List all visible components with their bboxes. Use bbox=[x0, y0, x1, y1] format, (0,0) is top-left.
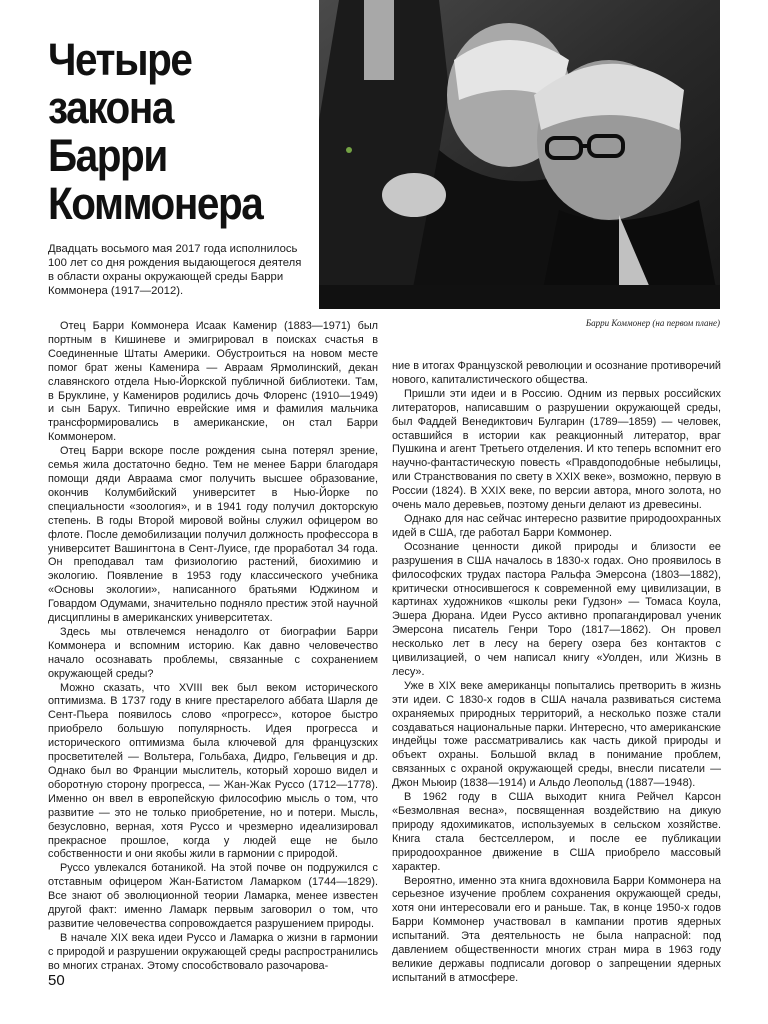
article-title bbox=[48, 36, 291, 228]
title-line: Коммонера bbox=[48, 178, 263, 229]
paragraph: Отец Барри вскоре после рождения сына потерял зрение, семья жила достаточно бедно. Тем не менее Барри благодаря помощи дяди Авраама смог получить высшее образование, окончив Колумбийский университет в Нью-Йорке по специальности «зоология», и в 1941 году получил докторскую степень. В годы Второй мировой войны служил офицером во флоте. После демобилизации получил должность профессора в университет Вашингтона в Сент-Луисе, где проработал 34 года. Он преподавал там физиологию растений, биохимию и экологию. Появление в 1953 году классического учебника «Основы экологии», написанного братьями Юджином и Говардом Одумами, значительно подняло престиж этой научной дисциплины в американских университетах. bbox=[48, 445, 378, 625]
paragraph: Пришли эти идеи и в Россию. Одним из первых российских литераторов, написавшим о разрушении окружающей среды, был Фаддей Венедиктович Булгарин (1789—1859) — человек, оставшийся в истории как реакционный литератор, враг Пушкина и агент Третьего отделения. И кто теперь вспомнит его научно-фантастическую повесть «Правдоподобные небылицы, или Странствования по свету в XXIX веке», возможно, первую в России (1824). В XXIX веке, по версии автора, много золота, но очень мало деревьев, поэтому деньги делают из древесины. bbox=[392, 387, 721, 512]
paragraph: ние в итогах Французской революции и осознание противоречий нового, капиталистического общества. bbox=[392, 360, 721, 386]
paragraph: Отец Барри Коммонера Исаак Каменир (1883—1971) был портным в Кишиневе и эмигрировал в поисках счастья в Соединенные Штаты Америки. Обустроиться на новом месте помог брат жены Каменира — Авраам Ярмолинский, декан славянского отдела Нью-Йоркской публичной библиотеки. Там, в Бруклине, у Камениров родились дочь Флоренс (1910—1949) и сын Барух. Типично еврейские имя и фамилия мальчика трансформировались в американские, он стал Барри Коммонером. bbox=[48, 320, 378, 444]
title-line: Барри bbox=[48, 130, 167, 181]
left-column bbox=[48, 320, 378, 974]
article-photo bbox=[319, 0, 720, 309]
title-line: закона bbox=[48, 82, 173, 133]
paragraph: Осознание ценности дикой природы и близости ее разрушения в США началось в 1830-х годах. Оно проявилось в философских трудах пастора Ральфа Эмерсона (1803—1882), критически относившегося к современной ему цивилизации, в картинах художников «школы реки Гудзон» — Томаса Коула, Эшера Дюрана. Идеи Руссо активно пропагандировал ученик Эмерсона писатель Генри Торо (1817—1862). Он провел несколько лет в лесу на берегу озера без контактов с цивилизацией, о чем написал книгу «Уолден, или Жизнь в лесу». bbox=[392, 540, 721, 678]
page-number: 50 bbox=[48, 972, 65, 989]
photo-caption: Барри Коммонер (на первом плане) bbox=[585, 318, 720, 328]
paragraph: Можно сказать, что XVIII век был веком исторического оптимизма. В 1737 году в книге престарелого аббата Шарля де Сент-Пьера появилось слово «прогресс», которое быстро приобрело большую популярность. Идея прогресса и исторического оптимизма была ключевой для французских просветителей — Вольтера, Гольбаха, Дидро, Гельвеция и др. Однако был во Франции мыслитель, который хорошо видел и оборотную сторону прогресса, — Жан-Жак Руссо (1712—1778). Именно он ввел в европейскую философию мысль о том, что развитие — это не только приобретение, но и потери. Мысль, безусловно, верная, хотя Руссо и чрезмерно идеализировал прекрасное прошлое, когда у людей еще не было собственности и они якобы жили в гармонии с природой. bbox=[48, 681, 378, 861]
paragraph: Здесь мы отвлечемся ненадолго от биографии Барри Коммонера и вспомним историю. Как давно человечество начало осознавать проблемы, связанные с сохранением окружающей среды? bbox=[48, 625, 378, 680]
paragraph: Однако для нас сейчас интересно развитие природоохранных идей в США, где работал Барри Коммонер. bbox=[392, 512, 721, 539]
paragraph: В 1962 году в США выходит книга Рейчел Карсон «Безмолвная весна», посвященная воздействию на дикую природу ядохимикатов, используемых в сельском хозяйстве. Книга стала бестселлером, и после ее публикации природоохранное движение в США приобрело массовый характер. bbox=[392, 791, 721, 873]
paragraph: Вероятно, именно эта книга вдохновила Барри Коммонера на серьезное изучение проблем сохранения окружающей среды, хотя они интересовали его и раньше. Так, в конце 1950-х годов Барри Коммонер участвовал в кампании против ядерных испытаний. Эта деятельность не была напрасной: под давлением общественности многих стран мира в 1963 году великие державы подписали договор о запрещении ядерных испытаний в атмосфере. bbox=[392, 874, 721, 984]
title-line: Четыре bbox=[48, 34, 192, 85]
right-column bbox=[392, 360, 721, 986]
paragraph: В начале XIX века идеи Руссо и Ламарка о жизни в гармонии с природой и разрушении окружающей среды распространились во многих странах. Этому способствовало разочарова- bbox=[48, 931, 378, 972]
paragraph: Уже в XIX веке американцы попытались претворить в жизнь эти идеи. С 1830-х годов в США начала развиваться система охраняемых природных территорий, а несколько позже стали создаваться национальные парки. Интересно, что американские индейцы тоже рассматривались как часть дикой природы и объект охраны. Большой вклад в понимание проблем, связанных с охраной окружающей среды, внесли писатели — Джон Мьюир (1838—1914) и Альдо Леопольд (1887—1948). bbox=[392, 679, 721, 790]
paragraph: Руссо увлекался ботаникой. На этой почве он подружился с отставным офицером Жан-Батистом Ламарком (1744—1829). Все знают об эволюционной теории Ламарка, менее известен другой факт: именно Ламарк первым заговорил о том, что развитие человечества сопровождается разрушением природы. bbox=[48, 862, 378, 930]
article-lead: Двадцать восьмого мая 2017 года исполнилось 100 лет со дня рождения выдающегося деятеля в области охраны окружающей среды Барри Коммонера (1917—2012). bbox=[48, 243, 302, 297]
photo-illustration bbox=[319, 0, 720, 309]
